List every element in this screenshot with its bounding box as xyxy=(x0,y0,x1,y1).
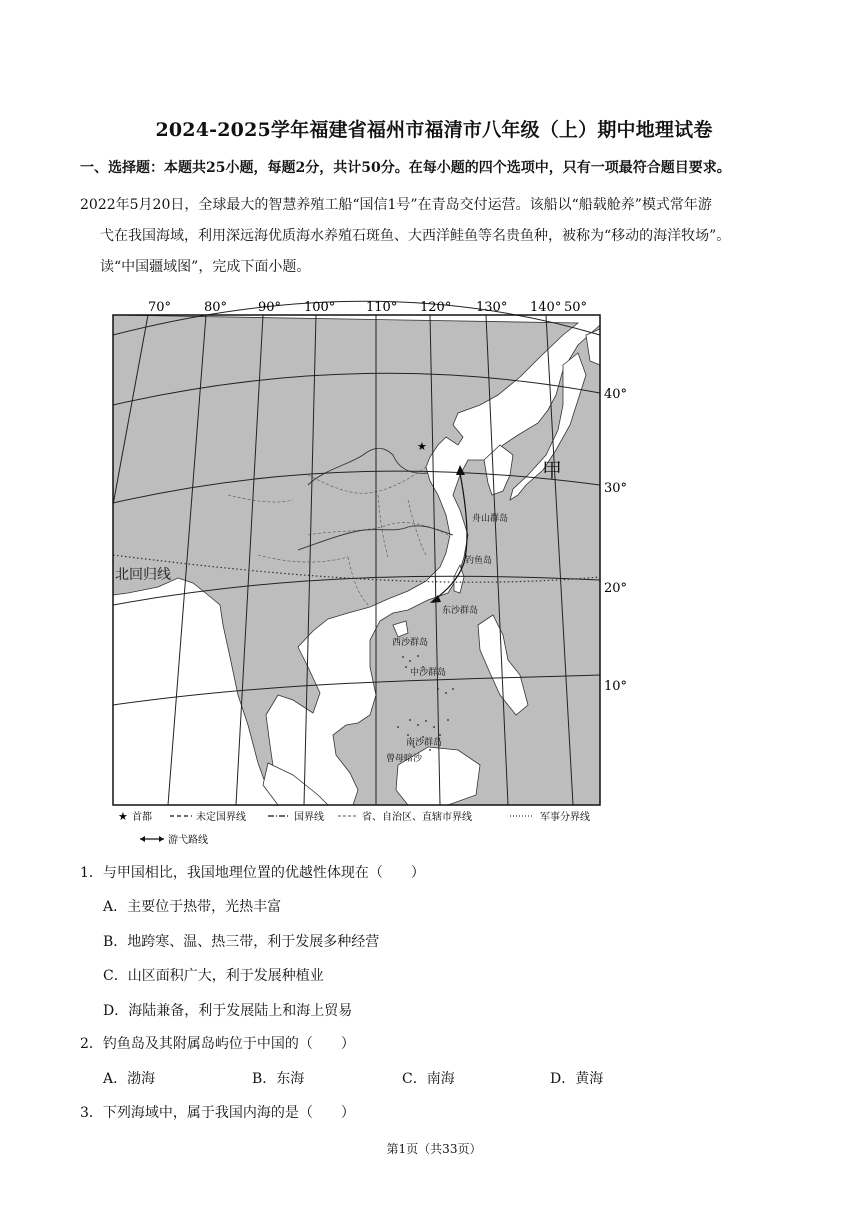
page-footer: 第1页（共33页） xyxy=(386,1142,482,1156)
china-territory-map xyxy=(108,295,630,850)
lat-label-30: 30° xyxy=(604,481,628,496)
question-1-stem: 1．与甲国相比，我国地理位置的优越性体现在（ ） xyxy=(80,865,425,881)
zhoushan-label: 舟山群岛 xyxy=(472,514,509,524)
lat-label-20: 20° xyxy=(604,581,628,596)
intro-line-1: 2022年5月20日，全球最大的智慧养殖工船“国信1号”在青岛交付运营。该船以“船载舱养”模式常年游 xyxy=(80,197,712,213)
lon-label-130: 130° xyxy=(476,300,508,315)
legend-capital-icon: ★ xyxy=(118,810,128,823)
legend-undetermined-label: 未定国界线 xyxy=(196,812,246,823)
zhongsha-label: 中沙群岛 xyxy=(410,668,447,678)
legend-military-label: 军事分界线 xyxy=(540,812,590,823)
page-title: 2024-2025学年福建省福州市福清市八年级（上）期中地理试卷 xyxy=(155,119,713,141)
jia-label: 甲 xyxy=(542,458,562,482)
lon-label-70: 70° xyxy=(148,300,172,315)
question-1-option-b: B．地跨寒、温、热三带，利于发展多种经营 xyxy=(103,934,380,950)
intro-passage xyxy=(80,190,792,283)
legend-provincial-label: 省、自治区、直辖市界线 xyxy=(362,812,472,823)
legend-route-arrow-right-icon xyxy=(159,836,164,842)
question-3-stem: 3．下列海域中，属于我国内海的是（ ） xyxy=(80,1105,355,1121)
section-header: 一、选择题：本题共25小题，每题2分，共计50分。在每小题的四个选项中，只有一项最符合题目要求。 xyxy=(80,160,731,176)
map-svg xyxy=(108,295,630,850)
capital-star-icon: ★ xyxy=(417,440,427,453)
nansha-label: 南沙群岛 xyxy=(406,738,443,748)
lat-label-10: 10° xyxy=(604,679,628,694)
question-2-option-a: A．渤海 xyxy=(103,1071,156,1087)
lon-label-110: 110° xyxy=(366,300,398,315)
map-legend xyxy=(118,810,590,846)
dongsha-label: 东沙群岛 xyxy=(442,606,479,616)
lon-label-140: 140° xyxy=(530,300,562,315)
intro-line-2: 弋在我国海域，利用深远海优质海水养殖石斑鱼、大西洋鲑鱼等名贵鱼种，被称为“移动的海洋牧场”。 xyxy=(100,228,731,244)
zengmu-label: 曾母暗沙 xyxy=(386,754,423,764)
question-2-stem: 2．钓鱼岛及其附属岛屿位于中国的（ ） xyxy=(80,1036,355,1052)
legend-route-arrow-left-icon xyxy=(140,836,145,842)
question-2-option-d: D．黄海 xyxy=(550,1071,604,1087)
question-1-option-c: C．山区面积广大，利于发展种植业 xyxy=(103,968,324,984)
legend-national-label: 国界线 xyxy=(294,812,324,823)
question-1-option-a: A．主要位于热带，光热丰富 xyxy=(103,899,282,915)
xisha-label: 西沙群岛 xyxy=(392,638,429,648)
lat-label-40: 40° xyxy=(604,387,628,402)
tropic-label: 北回归线 xyxy=(115,567,171,583)
legend-route-label: 游弋路线 xyxy=(168,835,208,846)
lon-label-100: 100° xyxy=(304,300,336,315)
legend-capital-label: 首都 xyxy=(132,812,152,823)
lon-label-150: 50° xyxy=(564,300,588,315)
lon-label-120: 120° xyxy=(420,300,452,315)
question-2-option-c: C．南海 xyxy=(402,1071,455,1087)
lon-label-80: 80° xyxy=(204,300,228,315)
lon-label-90: 90° xyxy=(258,300,282,315)
question-1-option-d: D．海陆兼备，利于发展陆上和海上贸易 xyxy=(103,1003,353,1019)
intro-line-3: 读“中国疆域图”，完成下面小题。 xyxy=(100,259,311,275)
diaoyu-label: 钓鱼岛 xyxy=(465,556,493,566)
question-2-option-b: B．东海 xyxy=(252,1071,305,1087)
